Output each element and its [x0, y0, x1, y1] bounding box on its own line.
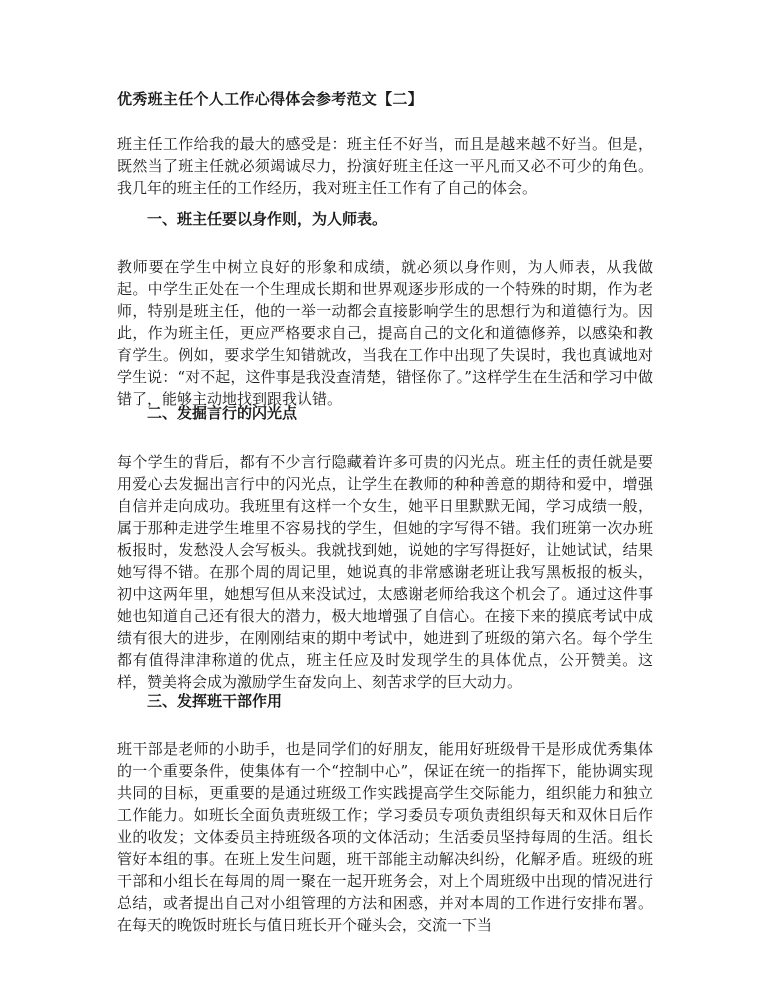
section-3-heading: 三、发挥班干部作用 [147, 692, 283, 710]
section-3-body: 班干部是老师的小助手，也是同学们的好朋友，能用好班级骨干是形成优秀集体的一个重要条件，使集体有一个“控制中心”，保证在统一的指挥下，能协调实现共同的目标，更重要的是通过班级工作实践提高学生交际能力，组织能力和独立工作能力。如班长全面负责班级工作；学习委员专项负责组织每天和双休日后作业的收发；文体委员主持班级各项的文体活动；生活委员坚持每周的生活。组长管好本组的事。在班上发生问题，班干部能主动解决纠纷，化解矛盾。班级的班干部和小组长在每周的周一聚在一起开班务会，对上个周班级中出现的情况进行总结，或者提出自己对小组管理的方法和困惑，并对本周的工作进行安排布署。在每天的晚饭时班长与值日班长开个碰头会，交流一下当 [117, 740, 653, 934]
section-2-body: 每个学生的背后，都有不少言行隐藏着许多可贵的闪光点。班主任的责任就是要用爱心去发掘出言行中的闪光点，让学生在教师的种种善意的期待和爱中，增强自信并走向成功。我班里有这样一个女生，她平日里默默无闻，学习成绩一般，属于那种走进学生堆里不容易找的学生，但她的字写得不错。我们班第一次办班板报时，发愁没人会写板头。我就找到她，说她的字写得挺好，让她试试，结果她写得不错。在那个周的周记里，她说真的非常感谢老班让我写黑板报的板头，初中这两年里，她想写但从来没试过，太感谢老师给我这个机会了。通过这件事她也知道自己还有很大的潜力，极大地增强了自信心。在接下来的摸底考试中成绩有很大的进步，在刚刚结束的期中考试中，她进到了班级的第六名。每个学生都有值得津津称道的优点，班主任应及时发现学生的具体优点，公开赞美。这样，赞美将会成为激励学生奋发向上、刻苦求学的巨大动力。 [117, 453, 653, 691]
document-title: 优秀班主任个人工作心得体会参考范文【二】 [117, 90, 424, 108]
section-2-heading: 二、发掘言行的闪光点 [147, 404, 298, 422]
section-1-body: 教师要在学生中树立良好的形象和成绩，就必须以身作则，为人师表，从我做起。中学生正处在一个生理成长期和世界观逐步形成的一个特殊的时期，作为老师，特别是班主任，他的一举一动都会直接影响学生的思想行为和道德行为。因此，作为班主任，更应严格要求自己，提高自己的文化和道德修养，以感染和教育学生。例如，要求学生知错就改，当我在工作中出现了失误时，我也真诚地对学生说：“对不起，这件事是我没查清楚，错怪你了。”这样学生在生活和学习中做错了，能够主动地找到跟我认错。 [117, 258, 653, 408]
intro-paragraph: 班主任工作给我的最大的感受是：班主任不好当，而且是越来越不好当。但是，既然当了班主任就必须竭诚尽力，扮演好班主任这一平凡而又必不可少的角色。我几年的班主任的工作经历，我对班主任工作有了自己的体会。 [117, 135, 653, 197]
section-1-heading: 一、班主任要以身作则，为人师表。 [147, 210, 388, 228]
